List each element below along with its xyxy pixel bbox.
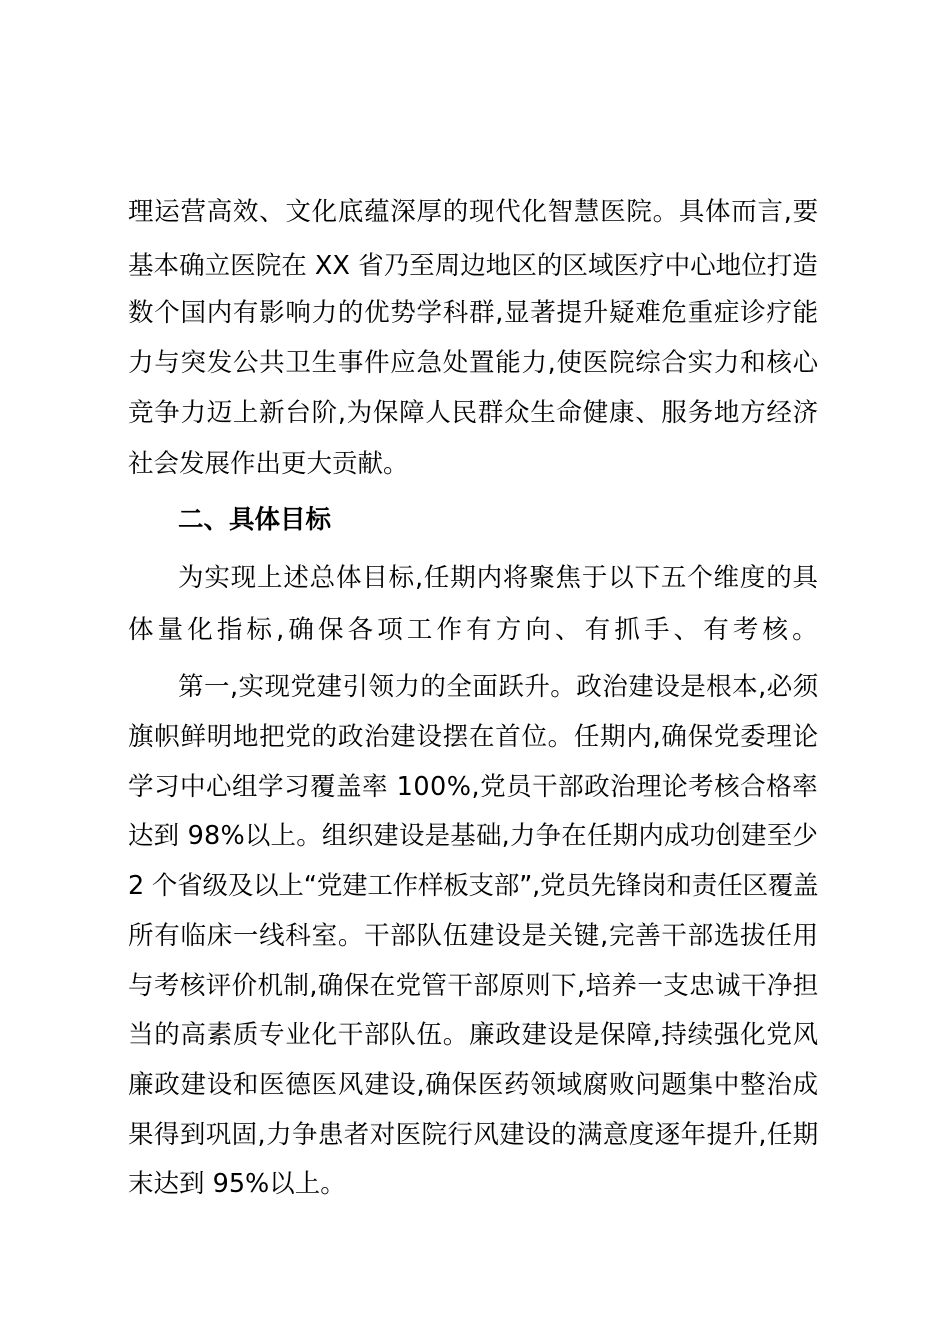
paragraph-3-line-5: 2 个省级及以上“党建工作样板支部”,党员先锋岗和责任区覆盖 [128, 871, 819, 901]
paragraph-3-line-6: 所有临床一线科室。干部队伍建设是关键,完善干部选拔任用 [128, 921, 819, 951]
paragraph-3-line-7: 与考核评价机制,确保在党管干部原则下,培养一支忠诚干净担 [128, 971, 819, 1001]
section-heading: 二、具体目标 [178, 505, 332, 535]
paragraph-3-line-9: 廉政建设和医德医风建设,确保医药领域腐败问题集中整治成 [128, 1070, 819, 1100]
paragraph-3-line-1: 第一,实现党建引领力的全面跃升。政治建设是根本,必须 [178, 672, 819, 702]
paragraph-1-line-2: 基本确立医院在 XX 省乃至周边地区的区域医疗中心地位打造 [128, 251, 818, 281]
paragraph-2-line-2: 体量化指标,确保各项工作有方向、有抓手、有考核。 [128, 615, 822, 645]
paragraph-1-line-3: 数个国内有影响力的优势学科群,显著提升疑难危重症诊疗能 [128, 298, 819, 328]
paragraph-3-line-8: 当的高素质专业化干部队伍。廉政建设是保障,持续强化党风 [128, 1020, 819, 1050]
paragraph-3-line-3: 学习中心组学习覆盖率 100%,党员干部政治理论考核合格率 [128, 772, 819, 802]
paragraph-3-line-11: 末达到 95%以上。 [128, 1169, 346, 1199]
paragraph-3-line-2: 旗帜鲜明地把党的政治建设摆在首位。任期内,确保党委理论 [128, 722, 819, 752]
paragraph-1-line-5: 竞争力迈上新台阶,为保障人民群众生命健康、服务地方经济 [128, 398, 819, 428]
paragraph-3-line-4: 达到 98%以上。组织建设是基础,力争在任期内成功创建至少 [128, 821, 819, 851]
paragraph-1-line-4: 力与突发公共卫生事件应急处置能力,使医院综合实力和核心 [128, 348, 819, 378]
paragraph-1-line-1: 理运营高效、文化底蕴深厚的现代化智慧医院。具体而言,要 [128, 197, 819, 227]
paragraph-1-line-6: 社会发展作出更大贡献。 [128, 449, 409, 479]
paragraph-2-line-1: 为实现上述总体目标,任期内将聚焦于以下五个维度的具 [178, 563, 819, 593]
paragraph-3-line-10: 果得到巩固,力争患者对医院行风建设的满意度逐年提升,任期 [128, 1120, 819, 1150]
